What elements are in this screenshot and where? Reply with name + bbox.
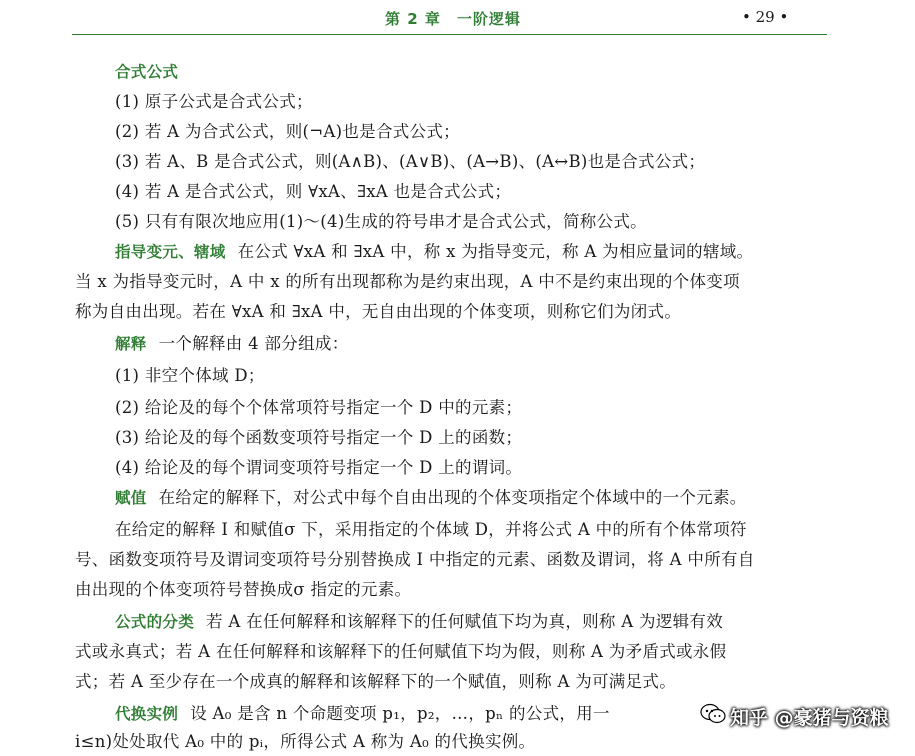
paragraph-line — [115, 516, 747, 544]
line-text: i≤n)处处取代 A₀ 中的 pᵢ，所得公式 A 称为 A₀ 的代换实例。 — [75, 732, 536, 751]
paragraph-line — [75, 298, 681, 326]
line-text: 当 x 为指导变元时，A 中 x 的所有出现都称为是约束出现，A 中不是约束出现的个体变项 — [75, 272, 740, 291]
line-text: 一个解释由 4 部分组成： — [158, 334, 349, 353]
watermark-text: 知乎 @豪猪与资粮 — [730, 706, 889, 729]
list-item — [115, 362, 265, 390]
list-item — [115, 424, 522, 452]
paragraph-substitution-instance — [115, 700, 610, 728]
line-text: (4) 若 A 是合式公式，则 ∀xA、∃xA 也是合式公式； — [115, 182, 512, 201]
term-label: 合式公式 — [115, 63, 179, 81]
paragraph-line — [75, 576, 411, 604]
term-label: 代换实例 — [115, 705, 179, 723]
line-text: 称为自由出现。若在 ∀xA 和 ∃xA 中，无自由出现的个体变项，则称它们为闭式。 — [75, 302, 682, 321]
paragraph-line — [75, 668, 676, 696]
term-label: 解释 — [115, 335, 147, 353]
page-number: • 29 • — [742, 8, 789, 26]
line-text: 在给定的解释 I 和赋值σ 下，采用指定的个体域 D，并将公式 A 中的所有个体常项符 — [115, 520, 747, 539]
line-text: 式；若 A 至少存在一个成真的解释和该解释下的一个赋值，则称 A 为可满足式。 — [75, 672, 677, 691]
paragraph-line — [75, 546, 755, 574]
term-label: 公式的分类 — [115, 613, 195, 631]
paragraph-bound-variable — [115, 238, 753, 266]
line-text: 式或永真式；若 A 在任何解释和该解释下的任何赋值下均为假，则称 A 为矛盾式或永假 — [75, 642, 727, 661]
list-item — [115, 118, 460, 146]
line-text: 若 A 在任何解释和该解释下的任何赋值下均为真，则称 A 为逻辑有效 — [206, 612, 724, 631]
line-text: 在给定的解释下，对公式中每个自由出现的个体变项指定个体域中的一个元素。 — [158, 488, 747, 507]
term-label: 指导变元、辖域 — [115, 243, 226, 261]
list-item — [115, 394, 522, 422]
line-text: 设 A₀ 是含 n 个命题变项 p₁，p₂，…，pₙ 的公式，用一 — [190, 704, 610, 723]
paragraph-classification — [115, 608, 723, 636]
line-text: 由出现的个体变项符号替换成σ 指定的元素。 — [75, 580, 412, 599]
watermark — [700, 700, 889, 732]
section-heading-well-formed-formula — [115, 58, 190, 86]
paragraph-interpretation — [115, 330, 349, 358]
paragraph-line — [75, 268, 740, 296]
list-item — [115, 178, 511, 206]
line-text: (2) 若 A 为合式公式，则(¬A)也是合式公式； — [115, 122, 460, 141]
list-item — [115, 88, 313, 116]
paragraph-line — [75, 638, 726, 666]
wechat-icon — [700, 703, 726, 730]
line-text: (5) 只有有限次地应用(1)～(4)生成的符号串才是合式公式，简称公式。 — [115, 212, 647, 231]
paragraph-assignment — [115, 484, 747, 512]
list-item — [115, 148, 705, 176]
line-text: (4) 给论及的每个谓词变项符号指定一个 D 上的谓词。 — [115, 458, 523, 477]
paragraph-line — [75, 728, 535, 756]
term-label: 赋值 — [115, 489, 147, 507]
list-item — [115, 454, 522, 482]
line-text: (1) 原子公式是合式公式； — [115, 92, 313, 111]
list-item — [115, 208, 647, 236]
line-text: (2) 给论及的每个个体常项符号指定一个 D 中的元素； — [115, 398, 523, 417]
chapter-title: 第 2 章 一阶逻辑 — [385, 10, 521, 28]
line-text: (1) 非空个体域 D； — [115, 366, 265, 385]
line-text: 在公式 ∀xA 和 ∃xA 中，称 x 为指导变元，称 A 为相应量词的辖域。 — [237, 242, 754, 261]
line-text: (3) 给论及的每个函数变项符号指定一个 D 上的函数； — [115, 428, 523, 447]
line-text: 号、函数变项符号及谓词变项符号分别替换成 I 中指定的元素、函数及谓词，将 A 中所有自 — [75, 550, 755, 569]
line-text: (3) 若 A、B 是合式公式，则(A∧B)、(A∨B)、(A→B)、(A↔B)也是合式公式； — [115, 152, 706, 171]
